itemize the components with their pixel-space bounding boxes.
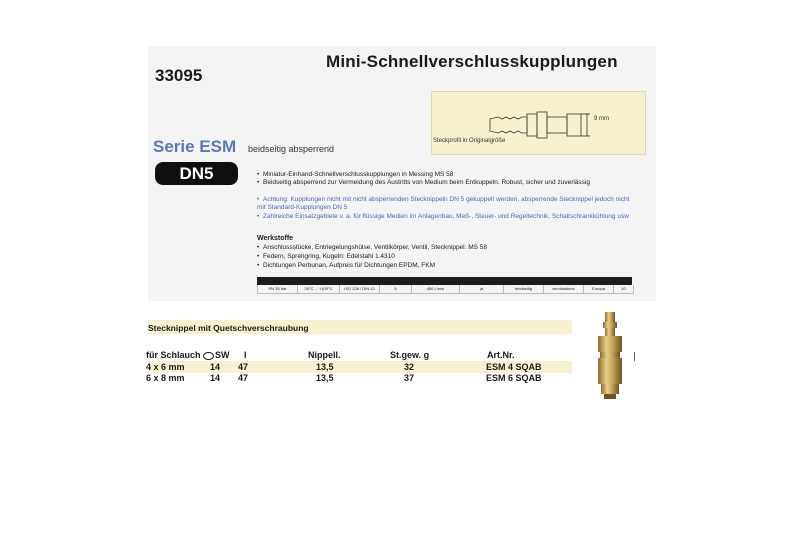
- series-subtitle: beidseitig absperrend: [248, 144, 335, 154]
- length: 47: [238, 362, 249, 372]
- catalog-number: 33095: [155, 66, 203, 85]
- hose-size: 4 x 6 mm: [146, 362, 185, 372]
- feature-item-warning: • Achtung: Kupplungen nicht mit nicht absperrenden Stecknippeln DN 5 gekuppelt werden, absperrende Stecknippel jedoch nicht mit Standard-Kupplungen DN 5: [257, 196, 630, 212]
- spec-cell: ISO 228 / DIN 12: [340, 285, 380, 293]
- column-header-hose: für Schlauch: [146, 350, 201, 360]
- material-item: • Federn, Sprengring, Kugeln: Edelstahl 1.4310: [257, 253, 395, 260]
- hose-size: 6 x 8 mm: [146, 373, 185, 383]
- spec-table-row: [257, 285, 634, 294]
- profile-dimension: 9 mm: [594, 116, 609, 122]
- dimension-mark: [634, 352, 635, 361]
- spec-cell: verchlotdenc: [544, 285, 584, 293]
- product-image: [590, 308, 630, 413]
- feature-item: • Zahlreiche Einsatzgebiete v. a. für flüssige Medien im Anlagenbau, Meß-, Steuer- und Regeltechnik, Schaltschrankkühlung usw: [257, 213, 629, 220]
- article-number: ESM 6 SQAB: [486, 373, 542, 383]
- plug-profile-box: [431, 91, 646, 155]
- dn-badge: DN5: [155, 162, 238, 185]
- feature-item: • Beidseitig absperrend zur Vermeidung des Austritts von Medium beim Entkuppeln. Robust, sicher und zuverlässig: [257, 179, 590, 186]
- length: 47: [238, 373, 249, 383]
- feature-item: • Miniatur-Einhand-Schnellverschlusskupplungen in Messing MS 58: [257, 171, 454, 178]
- spec-cell: 20°C ... +100°C: [298, 285, 340, 293]
- wrench-size: 14: [210, 373, 221, 383]
- spec-cell: ja: [460, 285, 504, 293]
- spec-cell: 450 L/min: [412, 285, 460, 293]
- spec-cell: PN 35 bar: [258, 285, 298, 293]
- nipple-length: 13,5: [316, 362, 334, 372]
- catalog-title: Mini-Schnellverschlusskupplungen: [326, 52, 618, 71]
- series-name: Serie ESM: [153, 137, 237, 156]
- column-header-weight: St.gew. g: [390, 350, 430, 360]
- spec-table-header: [257, 277, 632, 285]
- material-item: • Anschlussstücke, Entriegelungshülse, Ventilkörper, Ventil, Stecknippel: MS 58: [257, 244, 488, 251]
- spec-cell: 10: [621, 286, 626, 291]
- material-item: • Dichtungen Perbunan, Aufpreis für Dichtungen EPDM, FKM: [257, 262, 435, 269]
- profile-caption: Steckprofil in Originalgröße: [433, 138, 506, 144]
- spec-cell: 5: [380, 285, 412, 293]
- plug-profile-drawing: [432, 92, 645, 154]
- weight: 37: [404, 373, 415, 383]
- materials-heading: Werkstoffe: [257, 235, 294, 242]
- column-header-sw: SW: [203, 350, 230, 360]
- wrench-size: 14: [210, 362, 221, 372]
- nipple-length: 13,5: [316, 373, 334, 383]
- article-number: ESM 4 SQAB: [486, 362, 542, 372]
- product-table-title: Stecknippel mit Quetschverschraubung: [148, 323, 309, 333]
- column-header-nipple: Nippell.: [308, 350, 341, 360]
- column-header-article: Art.Nr.: [487, 350, 515, 360]
- spec-cell: Europa: [584, 285, 614, 293]
- wrench-size-icon: [203, 352, 214, 360]
- column-header-length: l: [244, 350, 247, 360]
- spec-cell: beidseitig: [504, 285, 544, 293]
- weight: 32: [404, 362, 415, 372]
